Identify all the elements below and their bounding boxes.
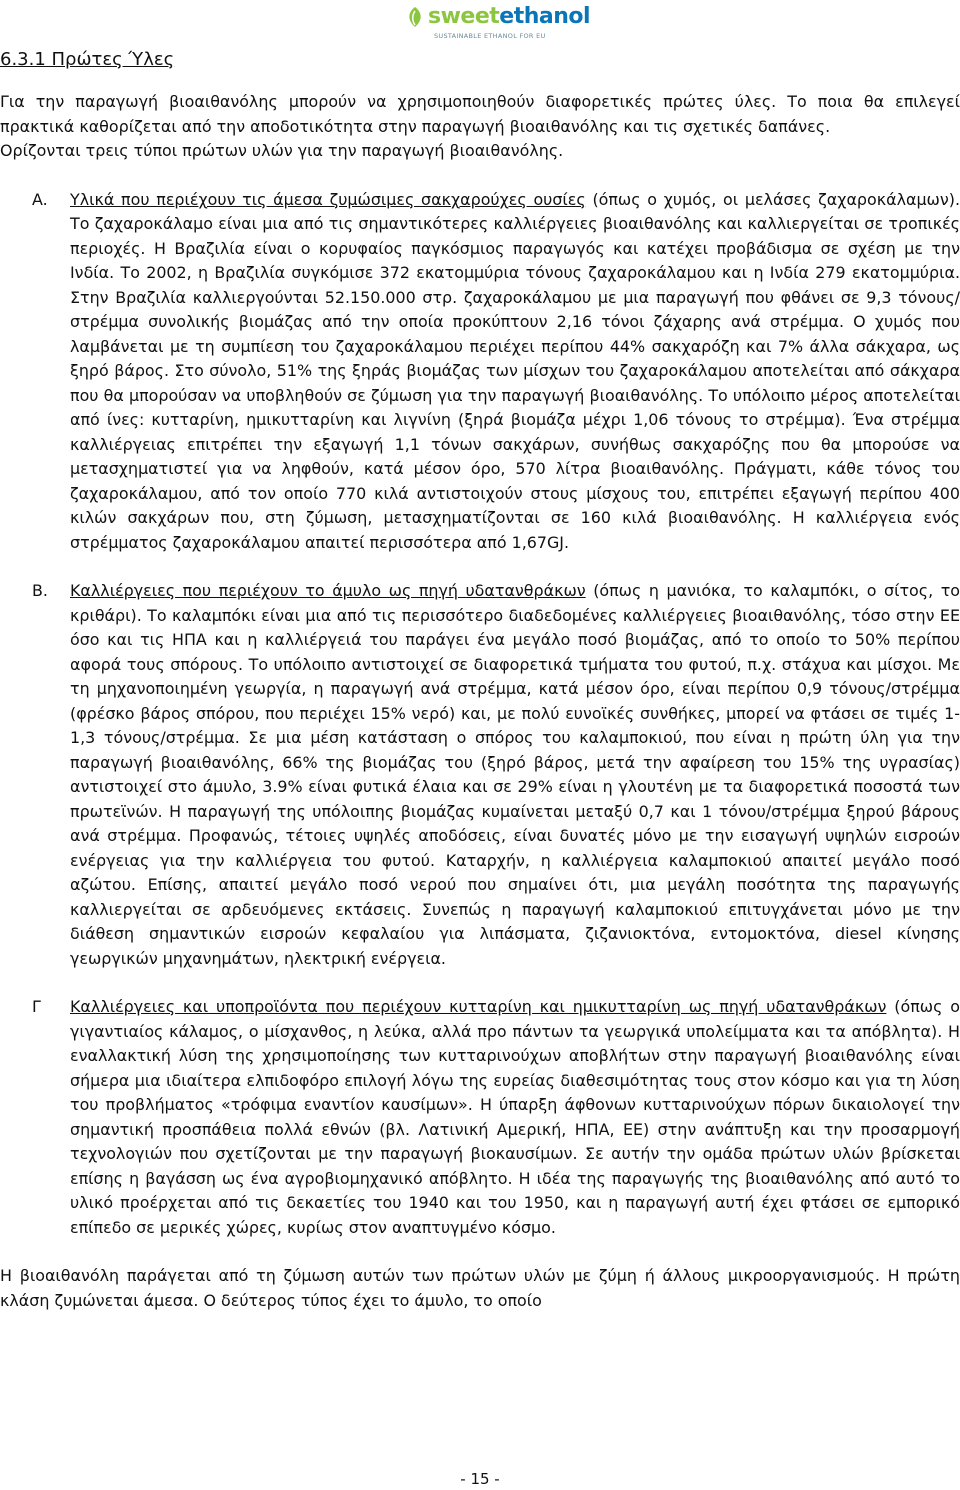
closing-paragraph: Η βιοαιθανόλη παράγεται από τη ζύμωση αυτών των πρώτων υλών με ζύμη ή άλλους μικροοργανισμούς. Η πρώτη κλάση ζυμώνεται άμεσα. Ο δεύτερος τύπος έχει το άμυλο, το οποίο <box>0 1266 960 1310</box>
list-marker: Γ <box>32 997 41 1016</box>
list-item-b <box>0 579 960 971</box>
list-item-text <box>70 995 960 1240</box>
logo-leaf-icon <box>404 6 426 28</box>
page-number: - 15 - <box>460 1470 500 1488</box>
logo-tagline: SUSTAINABLE ETHANOL FOR EU <box>434 32 546 40</box>
list-item-body: (όπως ο χυμός, οι μελάσες ζαχαροκάλαμων). Το ζαχαροκάλαμο είναι μια από τις σημαντικότερες καλλιέργειες βιοαιθανόλης και καλλιεργείται σε τροπικές περιοχές. Η Βραζιλία είναι ο κορυφαίος παγκόσμιος παραγωγός και κατέχει προβάδισμα σε σχέση με την Ινδία. Το 2002, η Βραζιλία συγκόμισε 372 εκατομμύρια τόνους ζαχαροκάλαμου και η Ινδία 279 εκατομμύρια. Στην Βραζιλία καλλιεργούνται 52.150.000 στρ. ζαχαροκάλαμου με μια παραγωγή που φθάνει σε 9,3 τόνους/στρέμμα συνολικής βιομάζας από την οποία προκύπτουν 2,16 τόνοι ζάχαρης ανά στρέμμα. Ο χυμός που λαμβάνεται με τη συμπίεση του ζαχαροκάλαμου περιέχει περίπου 44% σακχαρόζη και 7% άλλα σάκχαρα, ως ξηρό βάρος. Στο σύνολο, 51% της ξηράς βιομάζας των μίσχων του ζαχαροκάλαμου αποτελείται από σάκχαρα που θα μπορούσαν να υποβληθούν σε ζύμωση για την παραγωγή βιοαιθανόλης. Το υπόλοιπο μέρος αποτελείται από ίνες: κυτταρίνη, ημικυτταρίνη και λιγνίνη (ξηρά βιομάζα μέχρι 1,06 τόνους το στρέμμα). Ένα στρέμμα καλλιέργειας επιτρέπει την εξαγωγή 1,1 τόνων σακχάρων, συνήθως σακχαρόζης που θα μπορούσε να μετασχηματιστεί για να ληφθούν, κατά μέσον όρο, 570 λίτρα βιοαιθανόλης. Πράγματι, κάθε τόνος του ζαχαροκάλαμου, από τον οποίο 770 κιλά αντιστοιχούν στους μίσχους του, επιτρέπει εξαγωγή περίπου 400 κιλών σακχάρων που, στη ζύμωση, μετασχηματίζονται σε 160 κιλά βιοαιθανόλης. Η καλλιέργεια ενός στρέμματος ζαχαροκάλαμου απαιτεί περισσότερα από 1,67GJ. <box>70 189 960 552</box>
logo-wordmark-sweet: sweet <box>428 4 500 29</box>
list-item-title: Υλικά που περιέχουν τις άμεσα ζυμώσιμες σακχαρούχες ουσίες <box>70 189 586 209</box>
list-marker: B. <box>32 581 48 600</box>
list-item-a <box>0 188 960 556</box>
spacer <box>0 164 960 188</box>
list-item-text <box>70 579 960 971</box>
logo-wordmark-ethanol: ethanol <box>499 4 591 29</box>
intro-types-paragraph: Ορίζονται τρεις τύποι πρώτων υλών για την παραγωγή βιοαιθανόλης. <box>0 141 564 160</box>
document-body <box>0 90 960 1313</box>
list-item-c <box>0 995 960 1240</box>
spacer <box>0 971 960 995</box>
list-item-text <box>70 188 960 556</box>
list-item-title: Καλλιέργειες και υποπροϊόντα που περιέχουν κυτταρίνη και ημικυτταρίνη ως πηγή υδατανθράκων <box>70 997 887 1016</box>
spacer <box>0 1240 960 1264</box>
list-marker: A. <box>32 189 48 209</box>
sweethanol-logo <box>404 2 591 44</box>
list-item-body: (όπως η μανιόκα, το καλαμπόκι, ο σίτος, το κριθάρι). Το καλαμπόκι είναι μια από τις περισσότερο διαδεδομένες καλλιέργειες βιοαιθανόλης, τόσο στην ΕΕ όσο και τις ΗΠΑ και η καλλιέργειά του παράγει ένα μεγάλο ποσό βιομάζας, από το οποίο το 50% περίπου αφορά τους σπόρους. Το υπόλοιπο αντιστοιχεί σε διαφορετικά τμήματα του φυτού, π.χ. στάχυα και μίσχοι. Με τη μηχανοποιημένη γεωργία, η παραγωγή ανά στρέμμα, κατά μέσον όρο, είναι περίπου 0,9 τόνους/στρέμμα (φρέσκο βάρος σπόρου, που περιέχει 15% νερό) και, με πολύ ευνοϊκές συνθήκες, μπορεί να φτάσει σε τιμές 1-1,3 τόνους/στρέμμα. Σε μια μέση κατάσταση ο σπόρος του καλαμποκιού, που είναι η πρώτη ύλη για την παραγωγή βιοαιθανόλης, 66% της βιομάζας του (ξηρό βάρος, μετά την αφαίρεση του 15% της υγρασίας) αντιστοιχεί στο άμυλο, 3.9% είναι φυτικά έλαια και σε 29% είναι η γλουτένη με τα διαφορετικά ποσοστά των πρωτεϊνών. Η παραγωγή της υπόλοιπης βιομάζας κυμαίνεται μεταξύ 0,7 και 1 τόνου/στρέμμα ξηρού βάρους ανά στρέμμα. Προφανώς, τέτοιες υψηλές αποδόσεις, είναι δυνατές μόνο με την εισαγωγή υψηλών εισροών ενέργειας για την καλλιέργεια του φυτού. Καταρχήν, η καλλιέργεια καλαμποκιού απαιτεί μεγάλο ποσό αζώτου. Επίσης, απαιτεί μεγάλο ποσό νερού που σημαίνει ότι, μια μεγάλη ποσότητα της παραγωγής καλλιεργείται σε αρδευόμενες εκτάσεις. Συνεπώς η παραγωγή καλαμποκιού επιτυγχάνεται μόνο με την διάθεση σημαντικών εισροών κεφαλαίου για λιπάσματα, ζιζανιοκτόνα, εντομοκτόνα, diesel κίνησης γεωργικών μηχανημάτων, ηλεκτρική ενέργεια. <box>70 581 960 968</box>
section-title: 6.3.1 Πρώτες Ύλες <box>0 49 175 70</box>
intro-paragraph: Για την παραγωγή βιοαιθανόλης μπορούν να χρησιμοποιηθούν διαφορετικές πρώτες ύλες. Το ποια θα επιλεγεί πρακτικά καθορίζεται από την αποδοτικότητα στην παραγωγή βιοαιθανόλης και τις σχετικές δαπάνες. <box>0 92 960 136</box>
list-item-body: (όπως ο γιγαντιαίος κάλαμος, ο μίσχανθος, η λεύκα, αλλά προ πάντων τα γεωργικά υπολείμματα και τα απόβλητα). Η εναλλακτική λύση της χρησιμοποίησης των κυτταρινούχων αποβλήτων στην παραγωγή βιοαιθανόλης είναι σήμερα μια ιδιαίτερα ελπιδοφόρο επιλογή λόγω της ευρείας διαθεσιμότητας τους στον κόσμο και για τη λύση του προβλήματος «τρόφιμα εναντίον καυσίμων». Η ύπαρξη άφθονων κυτταρινούχων πόρων δικαιολογεί την σημαντική προσπάθεια πολλά εθνών (βλ. Λατινική Αμερική, ΗΠΑ, ΕΕ) στην ανάπτυξη και την προσαρμογή τεχνολογιών που σχετίζονται με την παραγωγή βιοκαυσίμων. Σε αυτήν την ομάδα πρώτων υλών βρίσκεται επίσης η βαγάσση ως ένα αγροβιομηχανικό απόβλητο. Η ιδέα της παραγωγής της βιοαιθανόλης από αυτό το υλικό προέρχεται από τις δεκαετίες του 1940 και του 1950, και η παραγωγή αυτή έχει φτάσει σε εμπορικό επίπεδο σε μερικές χώρες, κυρίως στον αναπτυγμένο κόσμο. <box>70 997 960 1237</box>
list-item-title: Καλλιέργειες που περιέχουν το άμυλο ως πηγή υδατανθράκων <box>70 581 586 600</box>
spacer <box>0 555 960 579</box>
logo-wordmark <box>428 4 590 30</box>
